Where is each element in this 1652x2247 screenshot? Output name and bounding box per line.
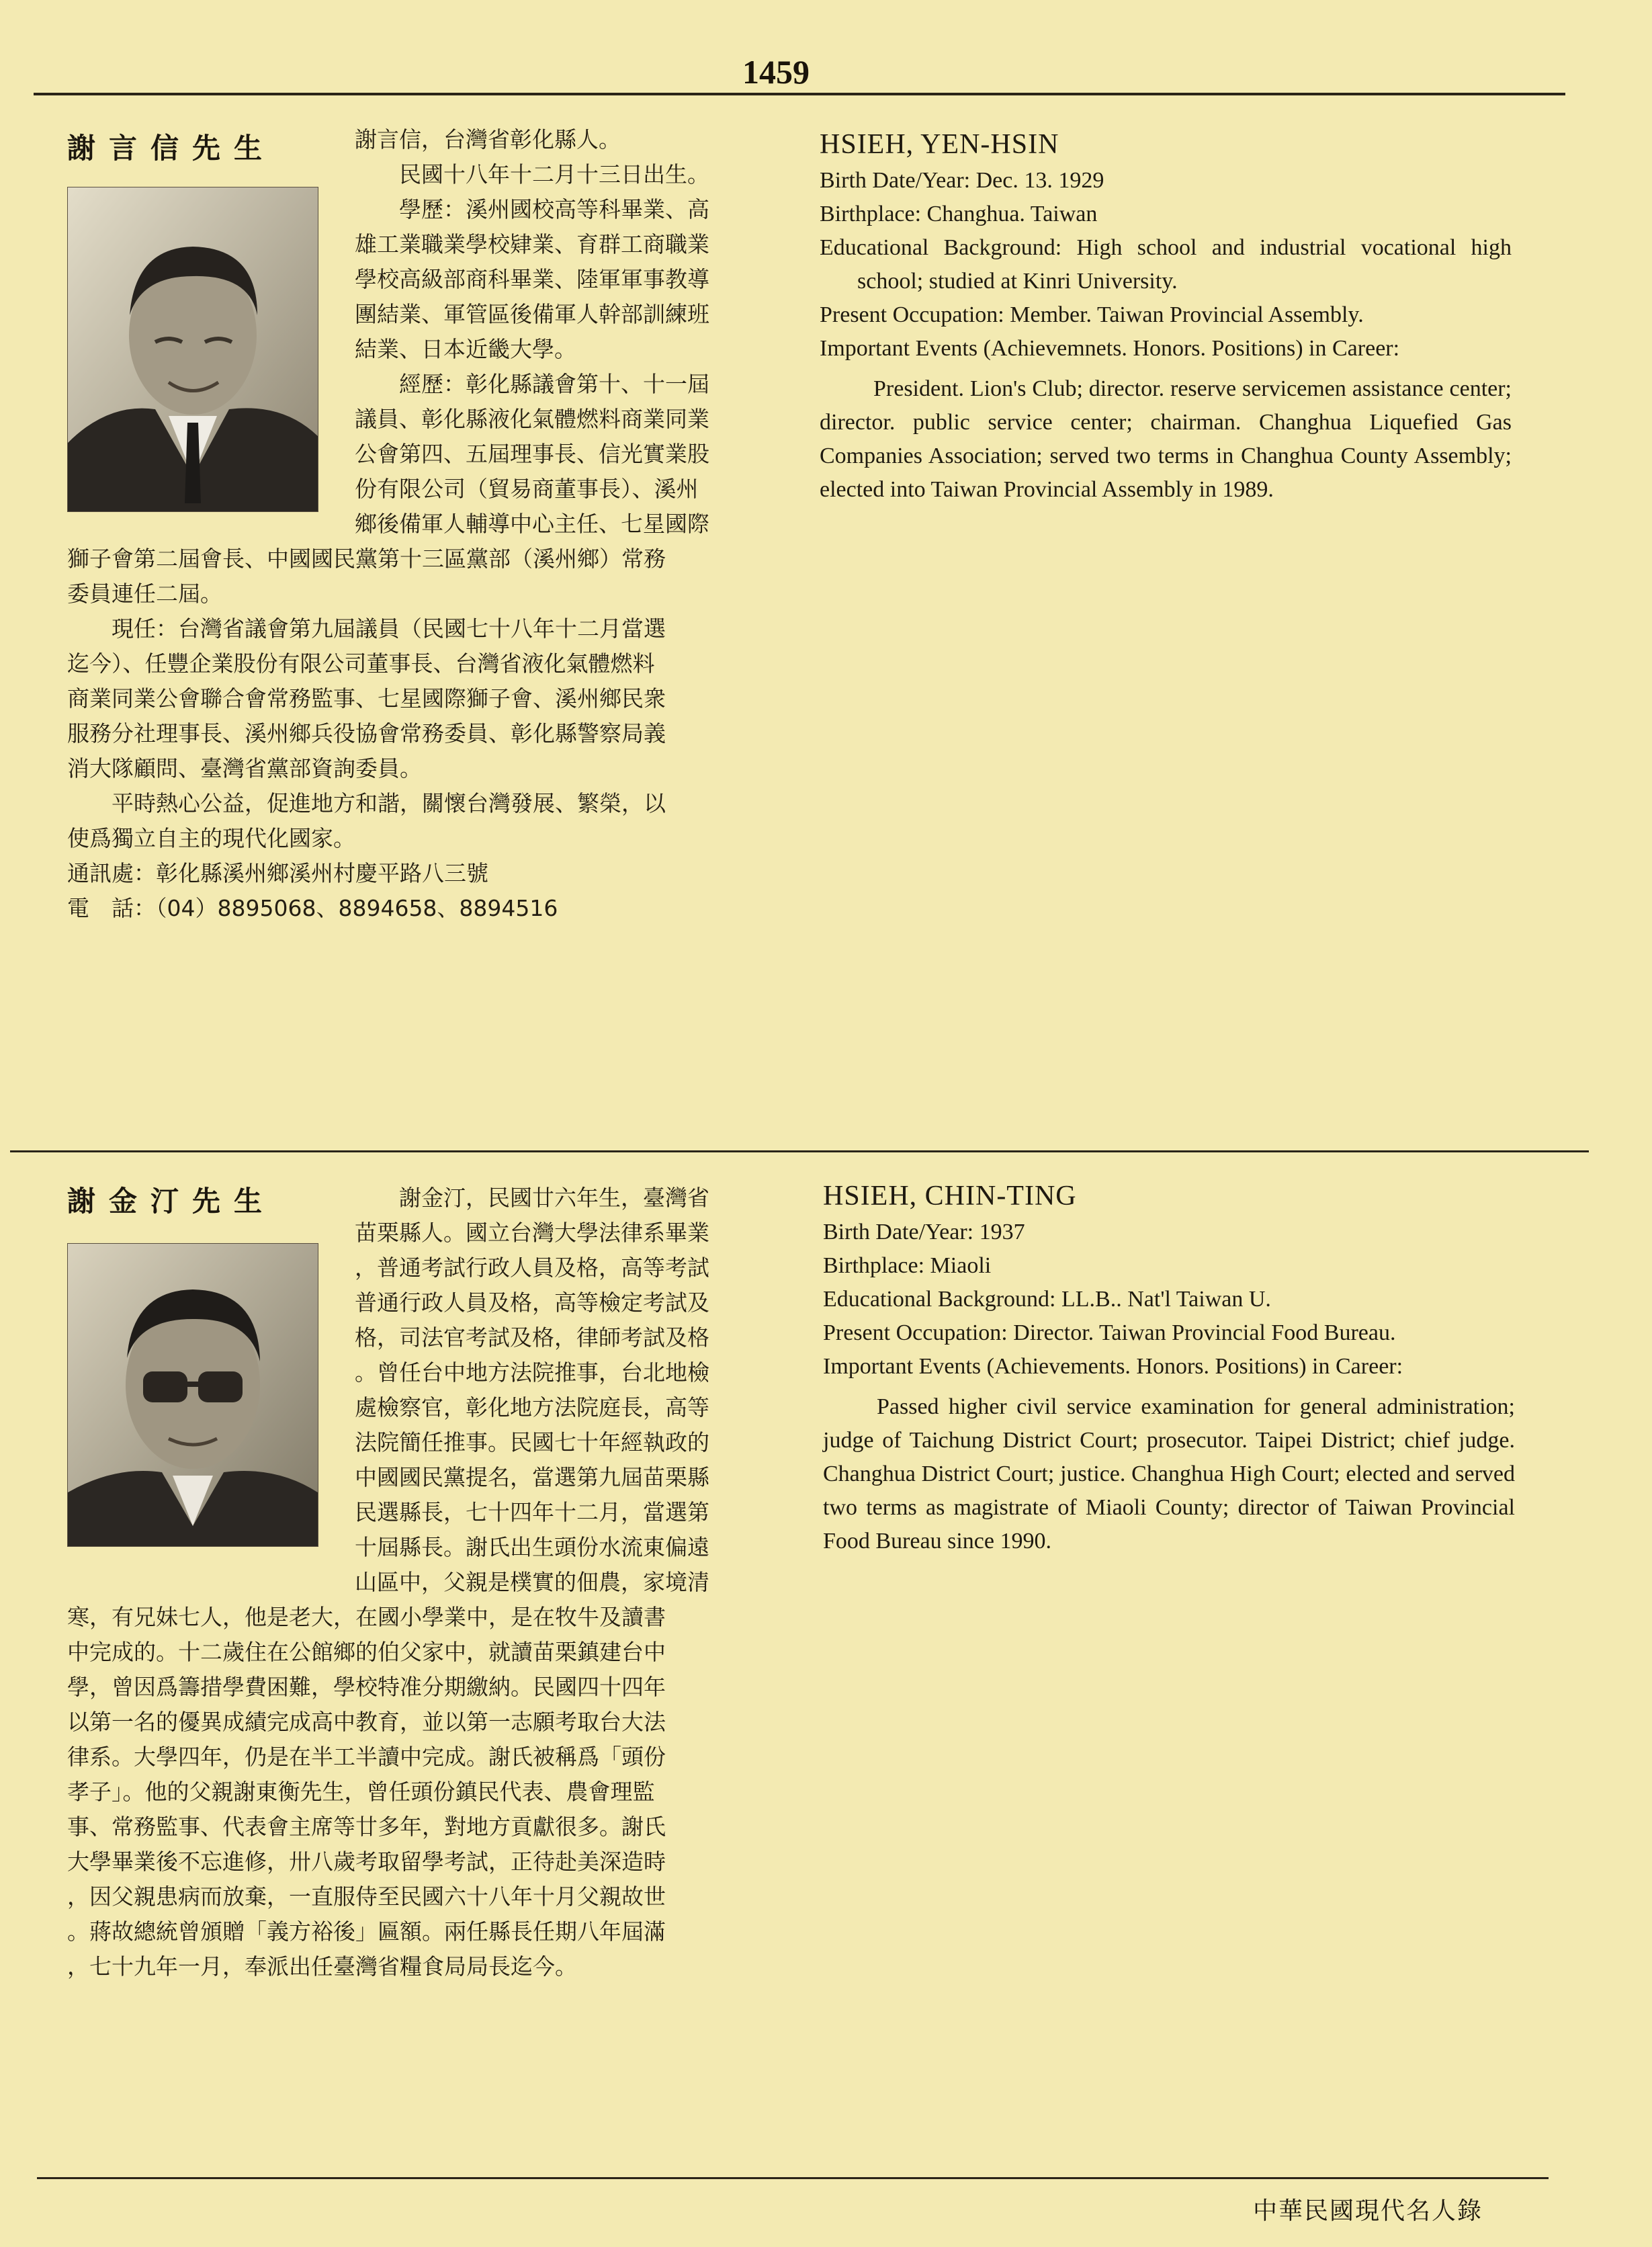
birthplace: Birthplace: Changhua. Taiwan xyxy=(820,202,1098,226)
bio-line: 謝金汀，民國廿六年生，臺灣省 xyxy=(399,1185,709,1211)
bio-line: 山區中，父親是樸實的佃農，家境清 xyxy=(355,1569,709,1595)
bio-line: 學校高級部商科畢業、陸軍軍事教導 xyxy=(355,266,709,292)
section-divider xyxy=(10,1150,1589,1152)
birth-date: Birth Date/Year: Dec. 13. 1929 xyxy=(820,168,1104,193)
bio-line: 謝言信，台灣省彰化縣人。 xyxy=(355,126,621,153)
bio-line: 經歷：彰化縣議會第十、十一屆 xyxy=(399,371,709,397)
bio-line: 平時熱心公益，促進地方和諧，關懷台灣發展、繁榮，以 xyxy=(112,790,666,816)
bio-line: 事、常務監事、代表會主席等廿多年，對地方貢獻很多。謝氏 xyxy=(67,1814,666,1840)
bio-line: 民選縣長，七十四年十二月，當選第 xyxy=(355,1499,709,1525)
english-biography xyxy=(820,128,1512,507)
occupation: Present Occupation: Member. Taiwan Provincial Assembly. xyxy=(820,302,1364,327)
english-name-heading: HSIEH, CHIN-TING xyxy=(823,1181,1077,1212)
bio-line: 孝子」。他的父親謝東衡先生，曾任頭份鎮民代表、農會理監 xyxy=(67,1779,655,1805)
bio-line: 中國國民黨提名，當選第九屆苗栗縣 xyxy=(355,1464,709,1490)
birth-date: Birth Date/Year: 1937 xyxy=(823,1220,1025,1244)
bio-line: ，因父親患病而放棄，一直服侍至民國六十八年十月父親故世 xyxy=(67,1883,666,1910)
bio-line: 服務分社理事長、溪州鄉兵役協會常務委員、彰化縣警察局義 xyxy=(67,720,666,747)
bio-line: 獅子會第二屆會長、中國國民黨第十三區黨部（溪州鄉）常務 xyxy=(67,546,666,572)
page-number: 1459 xyxy=(742,53,810,91)
bio-line: 現任：台灣省議會第九屆議員（民國七十八年十二月當選 xyxy=(112,616,666,642)
bio-line: ，普通考試行政人員及格，高等考試 xyxy=(355,1255,709,1281)
bio-line: 學，曾因爲籌措學費困難，學校特准分期繳納。民國四十四年 xyxy=(67,1674,666,1700)
chinese-biography xyxy=(67,122,709,926)
bio-line: 大學畢業後不忘進修，卅八歲考取留學考試，正待赴美深造時 xyxy=(67,1849,666,1875)
english-biography xyxy=(823,1179,1515,1558)
bio-line: 處檢察官，彰化地方法院庭長，高等 xyxy=(355,1394,709,1421)
bio-line: 迄今）、任豐企業股份有限公司董事長、台灣省液化氣體燃料 xyxy=(67,650,655,677)
bio-line: 十屆縣長。謝氏出生頭份水流東偏遠 xyxy=(355,1534,709,1560)
address-line: 通訊處：彰化縣溪州鄉溪州村慶平路八三號 xyxy=(67,860,488,886)
events-label: Important Events (Achievemnets. Honors. Positions) in Career: xyxy=(820,336,1400,361)
bio-line: 。曾任台中地方法院推事，台北地檢 xyxy=(355,1359,709,1386)
education: Educational Background: LL.B.. Nat'l Taiwan U. xyxy=(823,1287,1271,1312)
bio-line: 團結業、軍管區後備軍人幹部訓練班 xyxy=(355,301,709,327)
bio-line: 以第一名的優異成績完成高中教育，並以第一志願考取台大法 xyxy=(67,1709,666,1735)
bio-line: 民國十八年十二月十三日出生。 xyxy=(399,161,709,187)
birthplace: Birthplace: Miaoli xyxy=(823,1253,992,1278)
bio-line: 份有限公司（貿易商董事長）、溪州 xyxy=(355,476,699,502)
footer-rule xyxy=(37,2177,1549,2179)
bio-line: 鄉後備軍人輔導中心主任、七星國際 xyxy=(355,511,709,537)
english-name-heading: HSIEH, YEN-HSIN xyxy=(820,129,1059,160)
events-label: Important Events (Achievements. Honors. Positions) in Career: xyxy=(823,1354,1403,1379)
occupation: Present Occupation: Director. Taiwan Provincial Food Bureau. xyxy=(823,1320,1396,1345)
bio-line: 結業、日本近畿大學。 xyxy=(355,336,576,362)
bio-line: ，七十九年一月，奉派出任臺灣省糧食局局長迄今。 xyxy=(67,1953,577,1980)
events-body: Passed higher civil service examination for general administration; judge of Taichung District Court; prosecutor. Taipei District; chief judge. Changhua District Court; justice. Changhua High Court; elected and served two terms as magistrate of Miaoli County; director of Taiwan Provincial Food Bureau since 1990. xyxy=(823,1394,1515,1554)
bio-line: 學歷：溪州國校高等科畢業、高 xyxy=(399,196,709,222)
bio-line: 委員連任二屆。 xyxy=(67,581,222,607)
bio-line: 使爲獨立自主的現代化國家。 xyxy=(67,825,355,851)
bio-line: 。蔣故總統曾頒贈「義方裕後」匾額。兩任縣長任期八年屆滿 xyxy=(67,1918,666,1945)
education: Educational Background: High school and industrial vocational high school; studied at Kinri University. xyxy=(820,235,1512,294)
chinese-name-heading: 謝言信先生 xyxy=(67,132,276,165)
bio-line: 普通行政人員及格，高等檢定考試及 xyxy=(355,1289,709,1316)
chinese-biography xyxy=(67,1181,709,1984)
bio-line: 中完成的。十二歲住在公館鄉的伯父家中，就讀苗栗鎮建台中 xyxy=(67,1639,666,1665)
bio-line: 議員、彰化縣液化氣體燃料商業同業 xyxy=(355,406,709,432)
bio-line: 商業同業公會聯合會常務監事、七星國際獅子會、溪州鄉民衆 xyxy=(67,685,666,712)
phone-line: 電 話：（04）8895068、8894658、8894516 xyxy=(67,895,558,921)
footer-book-title: 中華民國現代名人錄 xyxy=(1253,2197,1483,2225)
bio-line: 寒，有兄妹七人，他是老大，在國小學業中，是在牧牛及讀書 xyxy=(67,1604,666,1630)
bio-line: 律系。大學四年，仍是在半工半讀中完成。謝氏被稱爲「頭份 xyxy=(67,1744,666,1770)
bio-line: 雄工業職業學校肄業、育群工商職業 xyxy=(355,231,709,257)
bio-line: 格，司法官考試及格，律師考試及格 xyxy=(355,1324,709,1351)
chinese-name-heading: 謝金汀先生 xyxy=(67,1185,276,1218)
events-body: President. Lion's Club; director. reserve servicemen assistance center; director. public service center; chairman. Changhua Liquefied Gas Companies Association; served two terms in Changhua County Assembly; elected into Taiwan Provincial Assembly in 1989. xyxy=(820,376,1512,502)
bio-line: 法院簡任推事。民國七十年經執政的 xyxy=(355,1429,709,1455)
bio-line: 公會第四、五屆理事長、信光實業股 xyxy=(355,441,709,467)
bio-line: 苗栗縣人。國立台灣大學法律系畢業 xyxy=(355,1220,709,1246)
bio-line: 消大隊顧問、臺灣省黨部資詢委員。 xyxy=(67,755,422,781)
header-rule xyxy=(34,93,1565,95)
